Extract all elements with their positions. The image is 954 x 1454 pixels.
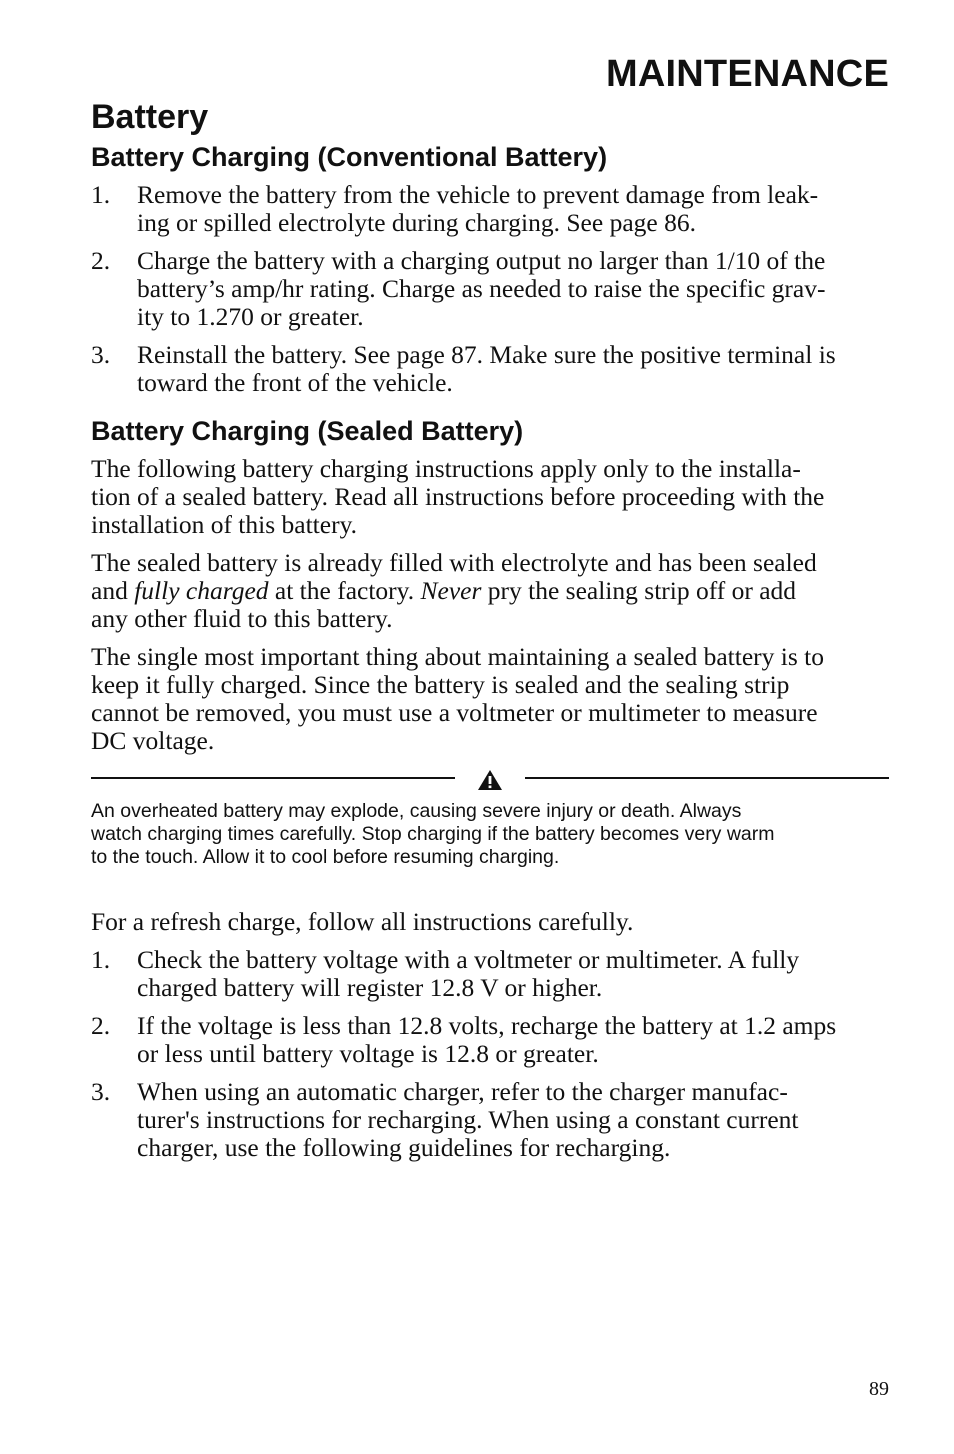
list-item	[91, 247, 889, 331]
step-line: When using an automatic charger, refer to the charger manufac-	[137, 1077, 788, 1106]
step-line: turer's instructions for recharging. When using a constant current	[137, 1105, 799, 1134]
warning-triangle-icon	[477, 769, 503, 791]
refresh-charge-section	[91, 908, 889, 1162]
step-line: ing or spilled electrolyte during charging. See page 86.	[137, 208, 696, 237]
page-number: 89	[869, 1378, 889, 1400]
step-number: 2.	[91, 246, 111, 275]
warning-line: to the touch. Allow it to cool before resuming charging.	[91, 846, 560, 868]
para-line: DC voltage.	[91, 726, 215, 755]
list-item	[91, 341, 889, 397]
sealed-paragraph-2	[91, 549, 889, 633]
para-line: cannot be removed, you must use a voltmeter or multimeter to measure	[91, 698, 818, 727]
emphasis-never: Never	[420, 576, 482, 605]
step-number: 1.	[91, 945, 111, 974]
para-line: The single most important thing about maintaining a sealed battery is to	[91, 642, 824, 671]
divider	[525, 777, 889, 779]
para-line: The sealed battery is already filled with electrolyte and has been sealed	[91, 548, 817, 577]
para-line: keep it fully charged. Since the battery is sealed and the sealing strip	[91, 670, 790, 699]
sealed-paragraph-1	[91, 455, 889, 539]
warning-box	[91, 765, 889, 869]
para-line: any other fluid to this battery.	[91, 604, 393, 633]
para-text: at the factory.	[268, 576, 421, 605]
sealed-paragraph-3	[91, 643, 889, 755]
conventional-battery-section	[91, 141, 889, 397]
warning-line: An overheated battery may explode, causing severe injury or death. Always	[91, 800, 742, 822]
step-line: charged battery will register 12.8 V or higher.	[137, 973, 603, 1002]
para-line: tion of a sealed battery. Read all instructions before proceeding with the	[91, 482, 825, 511]
list-item	[91, 1012, 889, 1068]
sealed-heading: Battery Charging (Sealed Battery)	[91, 416, 524, 446]
warning-line: watch charging times carefully. Stop charging if the battery becomes very warm	[91, 823, 775, 845]
step-line: Check the battery voltage with a voltmeter or multimeter. A fully	[137, 945, 800, 974]
step-line: ity to 1.270 or greater.	[137, 302, 364, 331]
warning-rule	[91, 765, 889, 793]
para-line: installation of this battery.	[91, 510, 358, 539]
para-text: and	[91, 576, 135, 605]
section-title: Battery	[91, 98, 209, 136]
conventional-steps	[91, 181, 889, 397]
step-number: 3.	[91, 1077, 111, 1106]
para-line: The following battery charging instructions apply only to the installa-	[91, 454, 801, 483]
divider	[91, 777, 455, 779]
running-head: MAINTENANCE	[606, 53, 889, 95]
sealed-battery-section	[91, 415, 889, 755]
refresh-intro: For a refresh charge, follow all instructions carefully.	[91, 907, 634, 936]
step-number: 3.	[91, 340, 111, 369]
warning-text	[91, 800, 889, 869]
conventional-heading: Battery Charging (Conventional Battery)	[91, 142, 608, 172]
step-line: Remove the battery from the vehicle to prevent damage from leak-	[137, 180, 819, 209]
step-number: 1.	[91, 180, 111, 209]
step-line: Charge the battery with a charging output no larger than 1/10 of the	[137, 246, 826, 275]
step-line: or less until battery voltage is 12.8 or greater.	[137, 1039, 599, 1068]
step-number: 2.	[91, 1011, 111, 1040]
para-text: pry the sealing strip off or add	[481, 576, 797, 605]
emphasis-fully-charged: fully charged	[134, 576, 269, 605]
step-line: toward the front of the vehicle.	[137, 368, 453, 397]
refresh-steps	[91, 946, 889, 1162]
list-item	[91, 1078, 889, 1162]
list-item	[91, 181, 889, 237]
step-line: Reinstall the battery. See page 87. Make sure the positive terminal is	[137, 340, 836, 369]
step-line: battery’s amp/hr rating. Charge as needed to raise the specific grav-	[137, 274, 826, 303]
list-item	[91, 946, 889, 1002]
step-line: If the voltage is less than 12.8 volts, recharge the battery at 1.2 amps	[137, 1011, 837, 1040]
step-line: charger, use the following guidelines for recharging.	[137, 1133, 671, 1162]
